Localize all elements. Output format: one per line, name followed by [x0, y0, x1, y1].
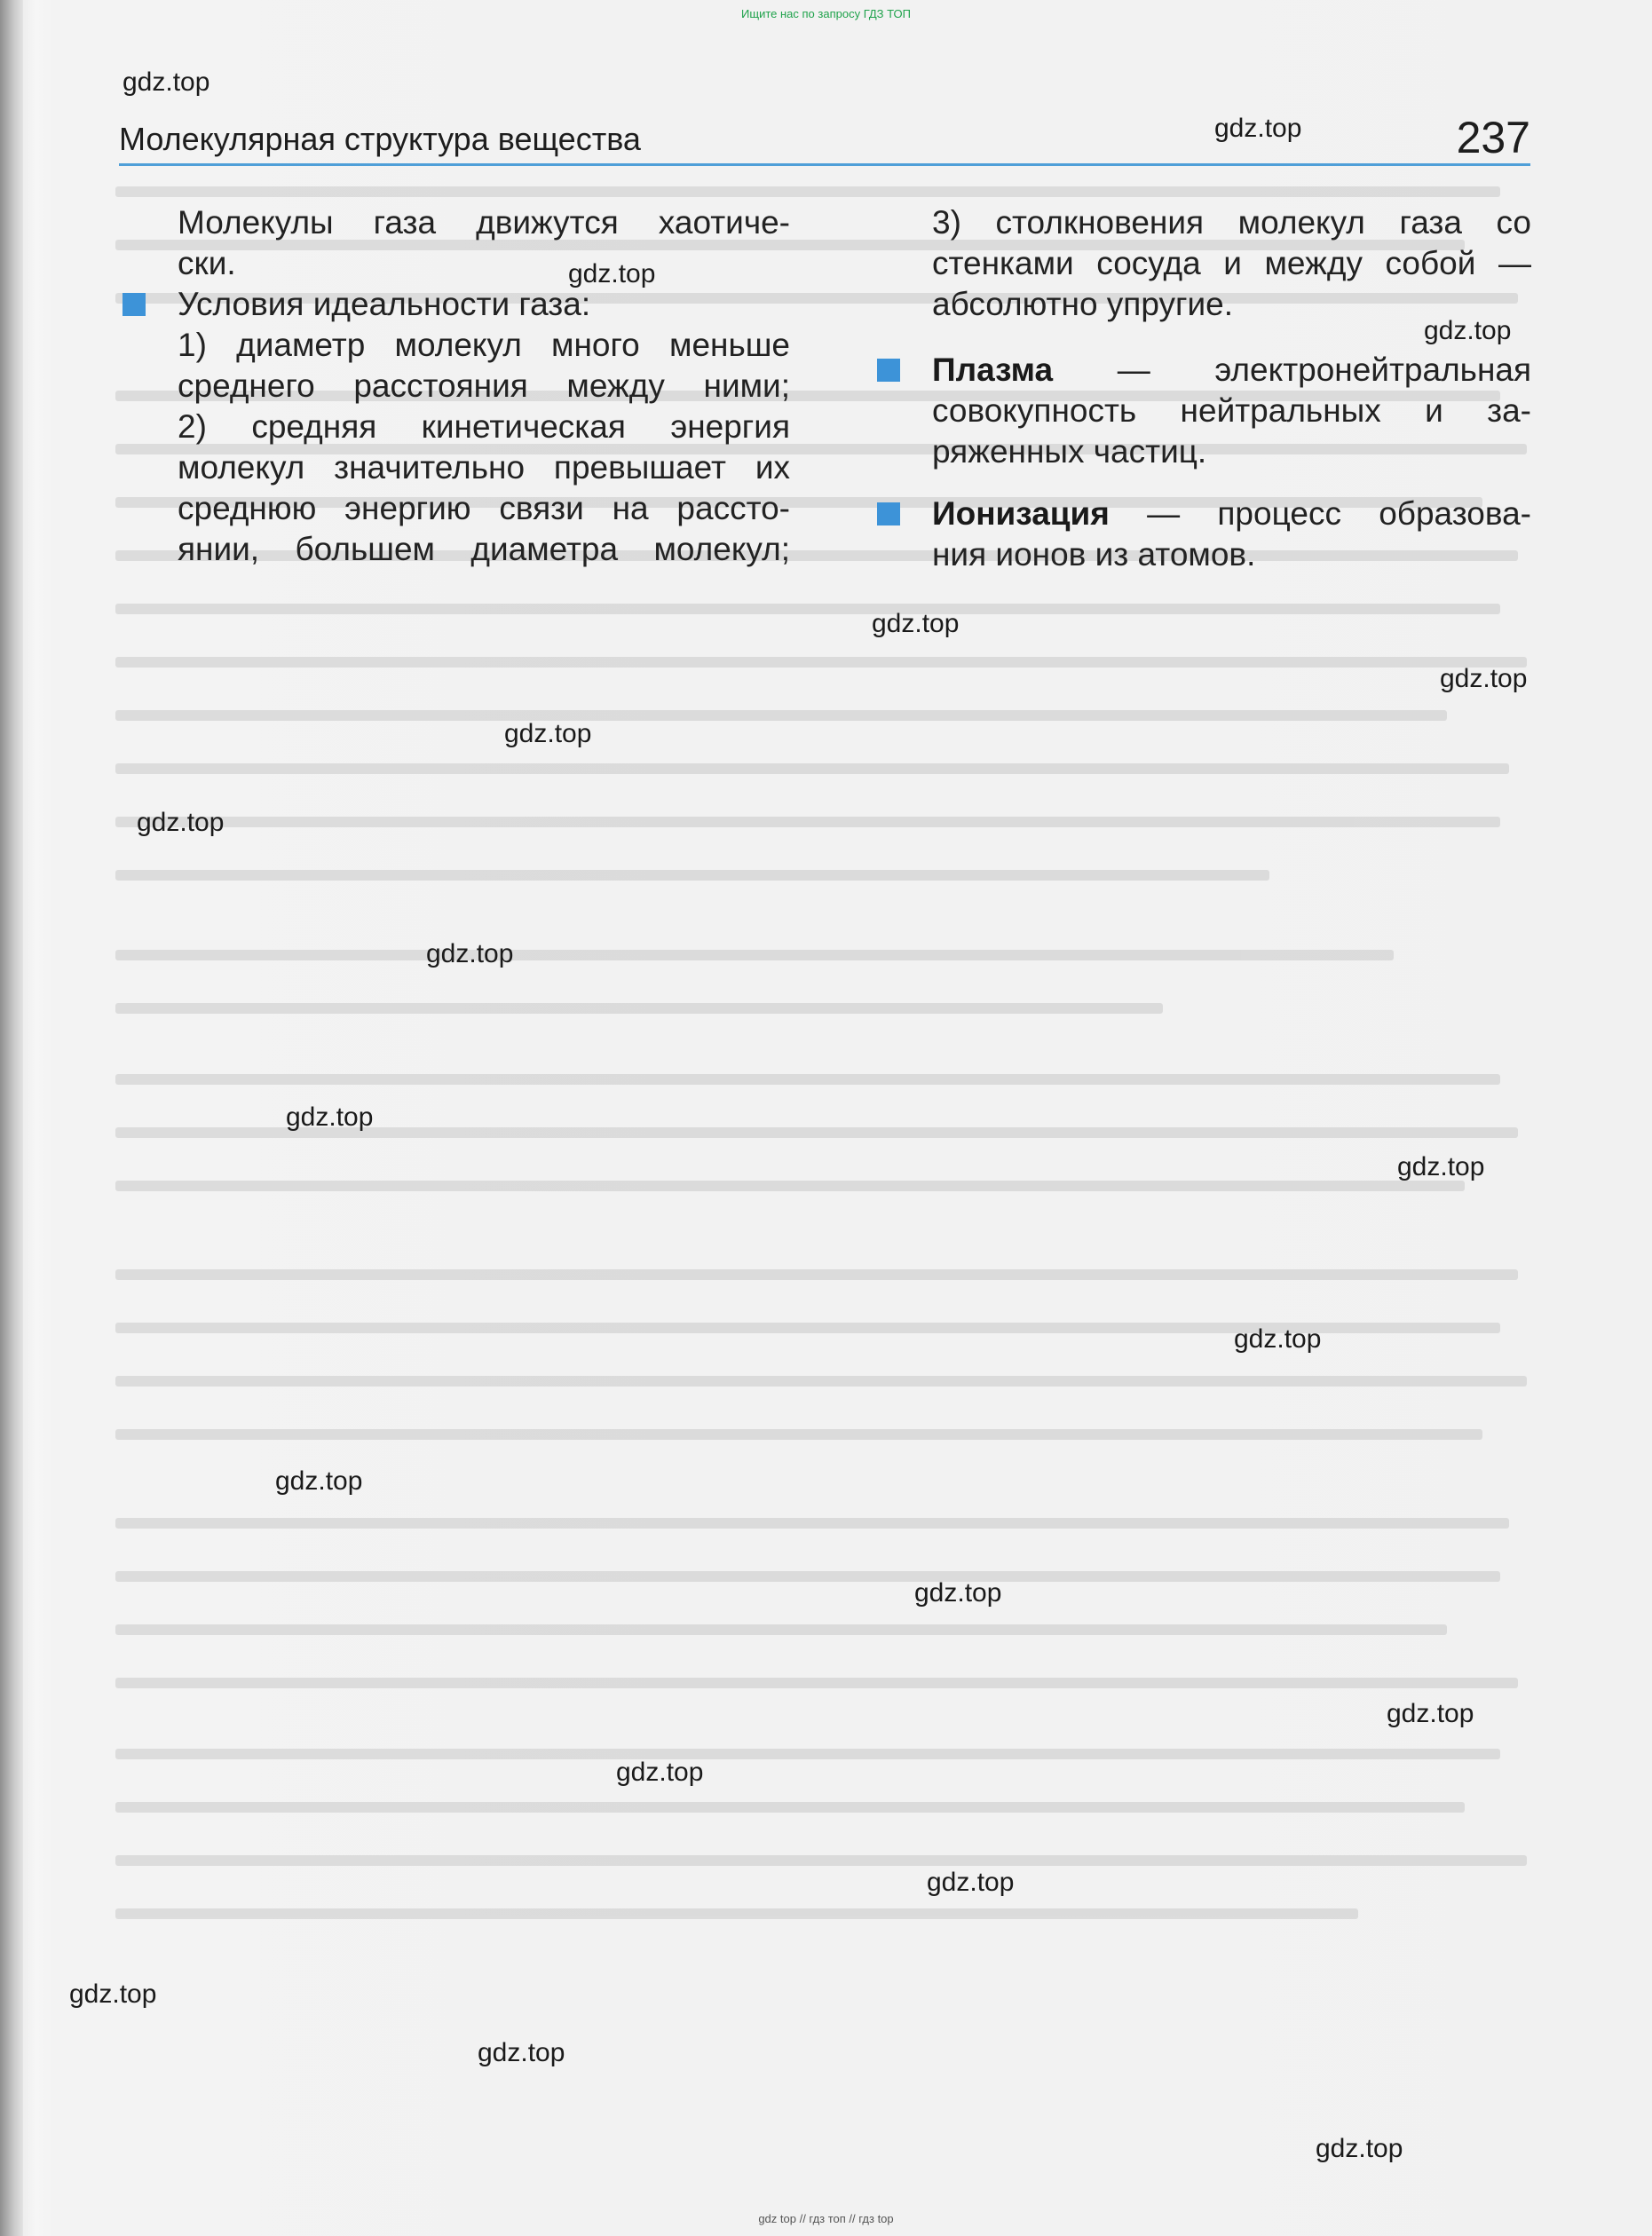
- watermark: gdz.top: [123, 67, 210, 97]
- watermark: gdz.top: [616, 1758, 704, 1787]
- plasma-definition: [932, 350, 1531, 391]
- text-line: совокупность нейтральных и за-: [932, 392, 1531, 429]
- bottom-notice: gdz top // гдз топ // гдз top: [758, 2212, 894, 2225]
- page-number: 237: [1456, 113, 1530, 162]
- left-column: [178, 202, 790, 570]
- watermark: gdz.top: [478, 2038, 565, 2067]
- text-line: 2) средняя кинетическая энергия: [178, 408, 790, 445]
- text-line: среднюю энергию связи на рассто-: [178, 490, 790, 526]
- watermark: gdz.top: [1397, 1152, 1485, 1181]
- text-line: Молекулы газа движутся хаотиче-: [178, 204, 790, 241]
- text-line: 3) столкновения молекул газа со: [932, 204, 1531, 241]
- watermark: gdz.top: [286, 1102, 374, 1132]
- section-title: Молекулярная структура вещества: [119, 121, 641, 157]
- plasma-term: Плазма: [932, 352, 1054, 388]
- square-bullet-icon: [877, 502, 900, 525]
- watermark: gdz.top: [927, 1868, 1015, 1897]
- text-line: ряженных частиц.: [932, 433, 1207, 470]
- page-header: [119, 114, 1530, 167]
- ionization-definition: [932, 494, 1531, 534]
- watermark: gdz.top: [568, 259, 656, 288]
- ideal-gas-heading: Условия идеальности газа:: [178, 286, 591, 322]
- book-spine-shadow: [0, 0, 23, 2236]
- watermark: gdz.top: [426, 939, 514, 968]
- text-line: ски.: [178, 245, 236, 281]
- watermark: gdz.top: [1424, 316, 1512, 345]
- watermark: gdz.top: [275, 1466, 363, 1496]
- watermark: gdz.top: [137, 808, 225, 837]
- text-line: ния ионов из атомов.: [932, 536, 1256, 573]
- square-bullet-icon: [123, 293, 146, 316]
- ionization-term: Ионизация: [932, 495, 1110, 532]
- text-line: молекул значительно превышает их: [178, 449, 790, 486]
- ionization-line: [932, 494, 1531, 534]
- top-notice: Ищите нас по запросу ГДЗ ТОП: [741, 7, 911, 20]
- watermark: gdz.top: [69, 1979, 157, 2009]
- watermark: gdz.top: [1214, 114, 1302, 143]
- watermark: gdz.top: [914, 1578, 1002, 1608]
- text-line: среднего расстояния между ними;: [178, 367, 790, 404]
- plasma-line: [932, 350, 1531, 391]
- watermark: gdz.top: [1387, 1699, 1474, 1728]
- right-column: [932, 202, 1531, 575]
- text-line: абсолютно упругие.: [932, 286, 1234, 322]
- ideal-gas-block: [178, 284, 790, 325]
- header-rule: [119, 163, 1530, 166]
- text-line: стенками сосуда и между собой —: [932, 245, 1531, 281]
- text-line: янии, большем диаметра молекул;: [178, 531, 790, 567]
- watermark: gdz.top: [1440, 664, 1528, 693]
- watermark: gdz.top: [1234, 1324, 1322, 1354]
- watermark: gdz.top: [1316, 2134, 1403, 2163]
- text-line: 1) диаметр молекул много меньше: [178, 327, 790, 363]
- watermark: gdz.top: [872, 609, 960, 638]
- square-bullet-icon: [877, 359, 900, 382]
- watermark: gdz.top: [504, 719, 592, 748]
- plasma-line-rest: — электронейтральная: [1053, 352, 1531, 388]
- ionization-line-rest: — процесс образова-: [1109, 495, 1531, 532]
